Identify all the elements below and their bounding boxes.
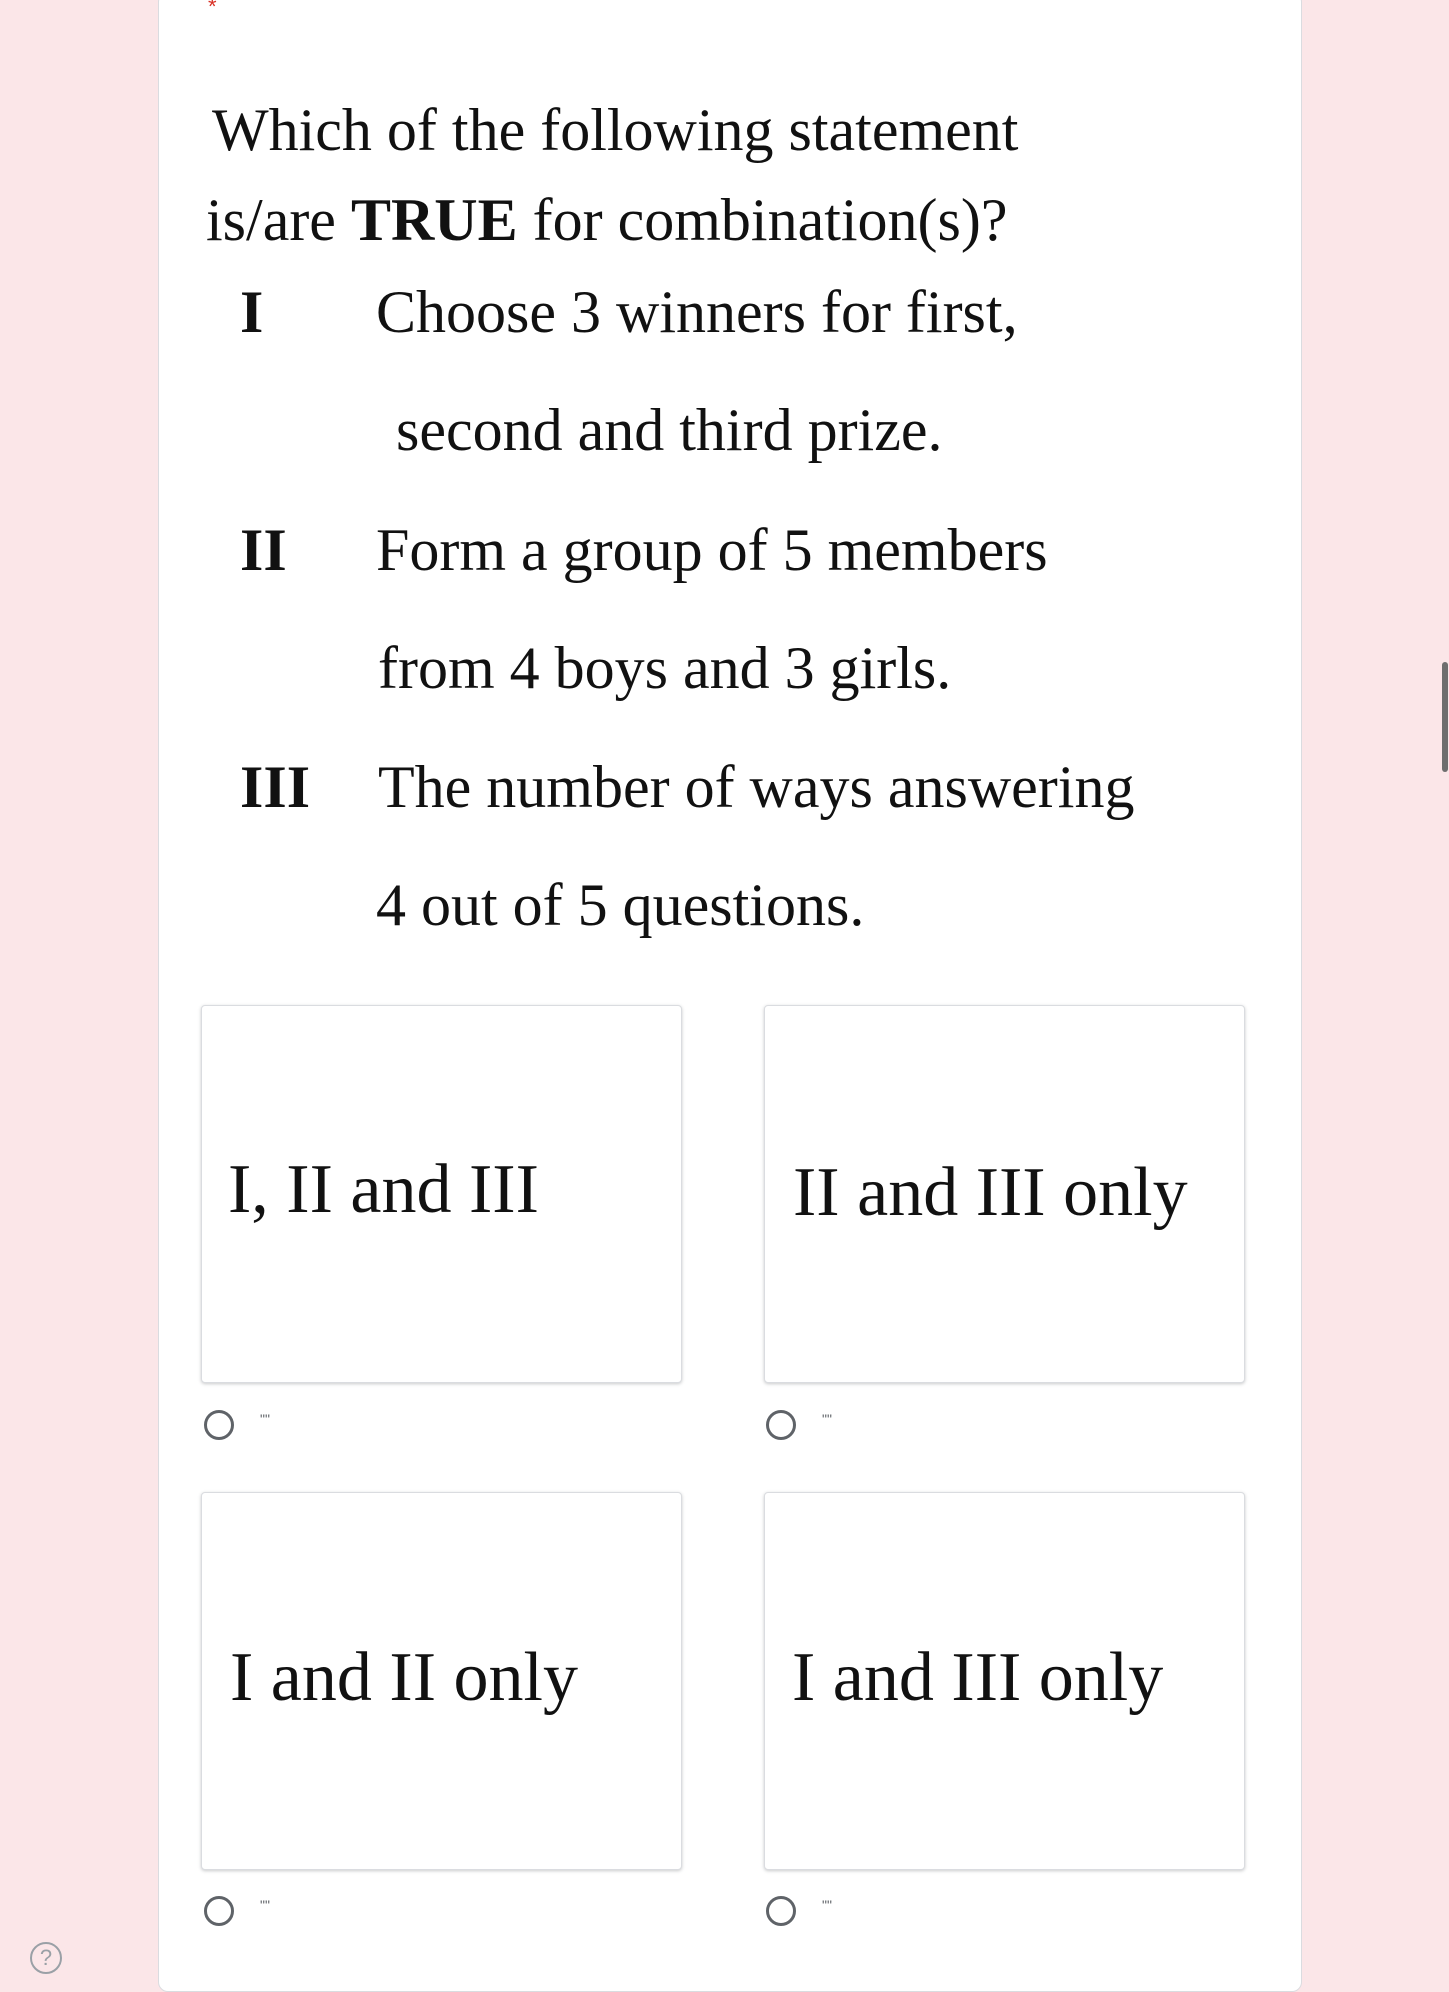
statement-2-line1: Form a group of 5 members [376, 517, 1048, 583]
question-title-line2 [206, 188, 1007, 252]
question-title-post: for combination(s)? [517, 187, 1008, 253]
option-1-text: I, II and III [228, 1151, 539, 1228]
option-2-radio[interactable] [766, 1410, 796, 1440]
option-2-radio-label: "" [822, 1411, 832, 1427]
option-4-text: I and III only [792, 1639, 1164, 1716]
statement-3-line2: 4 out of 5 questions. [376, 872, 865, 938]
option-2-text: II and III only [793, 1154, 1188, 1231]
required-asterisk: * [208, 0, 217, 19]
statement-2-line2: from 4 boys and 3 girls. [378, 635, 952, 701]
question-title-bold: TRUE [350, 187, 518, 253]
option-3-radio-label: "" [260, 1897, 270, 1913]
option-1-radio[interactable] [204, 1410, 234, 1440]
statement-number-3: III [240, 754, 311, 820]
option-3-text: I and II only [230, 1639, 578, 1716]
scrollbar-thumb[interactable] [1442, 662, 1448, 772]
question-mark-icon[interactable]: ? [30, 1942, 62, 1974]
statement-3-line1: The number of ways answering [378, 754, 1135, 820]
statement-number-2: II [240, 517, 287, 583]
statement-1-line2: second and third prize. [396, 397, 943, 463]
option-1-radio-label: "" [260, 1411, 270, 1427]
statement-number-1: I [240, 279, 264, 345]
option-4-radio-label: "" [822, 1897, 832, 1913]
option-3-radio[interactable] [204, 1896, 234, 1926]
option-4-radio[interactable] [766, 1896, 796, 1926]
statement-1-line1: Choose 3 winners for first, [376, 279, 1018, 345]
question-title-line1: Which of the following statement [212, 97, 1019, 163]
question-title-pre: is/are [206, 187, 351, 253]
